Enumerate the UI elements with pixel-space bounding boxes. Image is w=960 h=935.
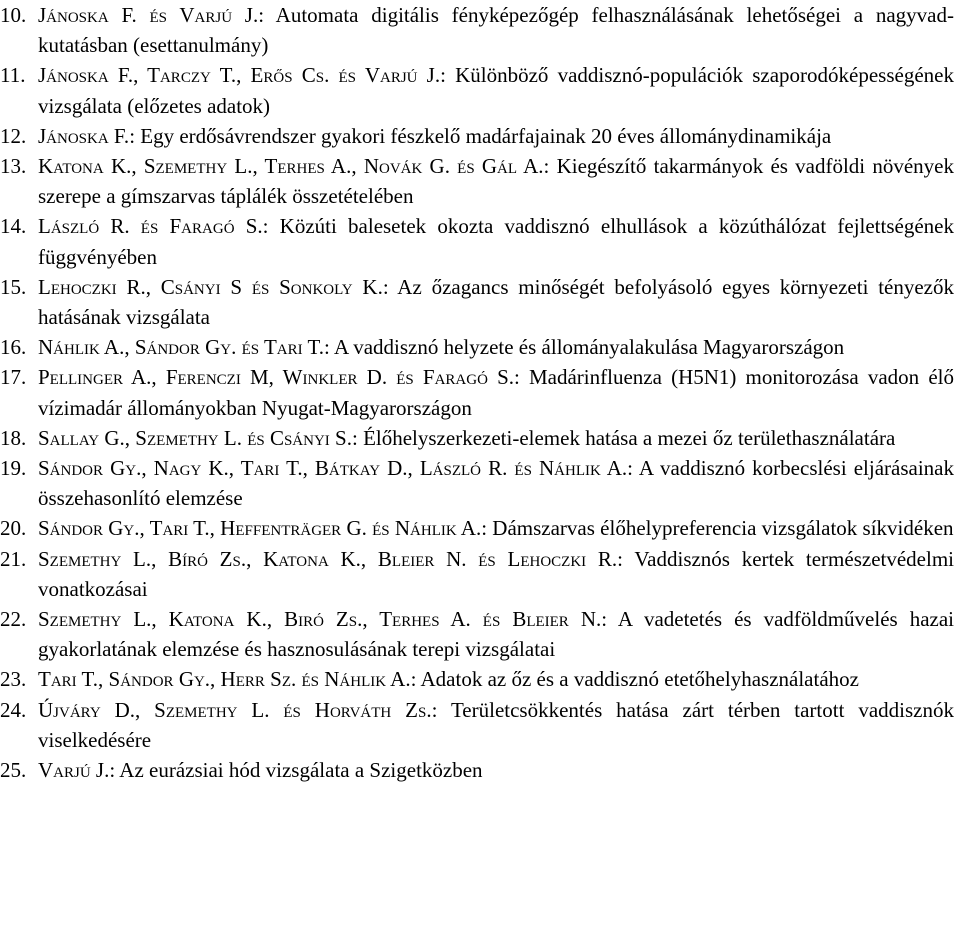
reference-authors: Sallay G., Szemethy L. és Csányi S. bbox=[38, 425, 352, 450]
reference-authors: Tari T., Sándor Gy., Herr Sz. és Náhlik A. bbox=[38, 667, 411, 692]
reference-authors: Szemethy L., Katona K., Biró Zs., Terhes A. és Bleier N. bbox=[38, 607, 602, 632]
reference-title: : Közúti balesetek okozta vaddisznó elhullások a közúthálózat fejlettségének függvényében bbox=[38, 214, 954, 269]
reference-authors: Jánoska F. bbox=[38, 123, 130, 148]
reference-number: 18. bbox=[0, 425, 27, 450]
reference-number: 15. bbox=[0, 274, 27, 299]
reference-item bbox=[0, 664, 960, 694]
reference-item bbox=[0, 121, 960, 151]
reference-title: : Adatok az őz és a vaddisznó etetőhelyhasználatához bbox=[410, 667, 859, 692]
reference-item bbox=[0, 362, 960, 422]
reference-authors: Szemethy L., Bíró Zs., Katona K., Bleier N. és Lehoczki R. bbox=[38, 546, 618, 571]
reference-item bbox=[0, 544, 960, 604]
reference-title: : Kiegészítő takarmányok és vadföldi növények szerepe a gímszarvas táplálék összetételében bbox=[38, 154, 955, 209]
reference-authors: Náhlik A., Sándor Gy. és Tari T. bbox=[38, 335, 325, 360]
reference-number: 14. bbox=[0, 214, 27, 239]
reference-title: : A vaddisznó helyzete és állományalakulása Magyarországon bbox=[324, 335, 845, 360]
reference-title: : A vaddisznó korbecslési eljárásainak összehasonlító elemzése bbox=[38, 456, 954, 511]
reference-title: : Vaddisznós kertek természetvédelmi vonatkozásai bbox=[38, 546, 954, 601]
reference-authors: Sándor Gy., Tari T., Heffenträger G. és Náhlik A. bbox=[38, 516, 482, 541]
reference-title: : Dámszarvas élőhelypreferencia vizsgálatok síkvidéken bbox=[481, 516, 954, 541]
reference-number: 16. bbox=[0, 335, 27, 360]
reference-title: : Az őzagancs minőségét befolyásoló egyes környezeti tényezők hatásának vizsgálata bbox=[38, 274, 954, 330]
reference-number: 22. bbox=[0, 607, 27, 632]
reference-item bbox=[0, 453, 960, 513]
reference-authors: Varjú J. bbox=[38, 758, 110, 783]
reference-title: : Automata digitális fényképezőgép felhasználásának lehetőségei a nagyvad-kutatásban (esettanulmány) bbox=[38, 3, 954, 58]
reference-number: 12. bbox=[0, 123, 27, 148]
reference-item bbox=[0, 423, 960, 453]
reference-authors: Lehoczki R., Csányi S és Sonkoly K. bbox=[38, 274, 383, 299]
reference-item bbox=[0, 60, 960, 120]
reference-authors: Jánoska F. és Varjú J. bbox=[38, 3, 259, 27]
reference-authors: Sándor Gy., Nagy K., Tari T., Bátkay D., László R. és Náhlik A. bbox=[38, 456, 628, 481]
reference-title: : Madárinfluenza (H5N1) monitorozása vadon élő vízimadár állományokban Nyugat-Magyarországon bbox=[38, 365, 954, 420]
reference-title: : Különböző vaddisznó-populációk szaporodóképességének vizsgálata (előzetes adatok) bbox=[38, 63, 954, 118]
reference-number: 17. bbox=[0, 365, 27, 390]
reference-number: 13. bbox=[0, 154, 27, 179]
reference-item bbox=[0, 695, 960, 755]
reference-authors: Katona K., Szemethy L., Terhes A., Novák G. és Gál A. bbox=[38, 154, 544, 179]
reference-item bbox=[0, 211, 960, 271]
reference-number: 19. bbox=[0, 456, 27, 481]
reference-number: 11. bbox=[0, 63, 26, 88]
reference-title: : Egy erdősávrendszer gyakori fészkelő madárfajainak 20 éves állománydinamikája bbox=[129, 123, 832, 148]
reference-number: 20. bbox=[0, 516, 27, 541]
reference-item bbox=[0, 604, 960, 664]
reference-authors: Jánoska F., Tarczy T., Erős Cs. és Varjú J. bbox=[38, 63, 441, 88]
reference-number: 24. bbox=[0, 697, 27, 722]
reference-authors: Újváry D., Szemethy L. és Horváth Zs. bbox=[38, 697, 432, 722]
reference-item bbox=[0, 151, 960, 211]
reference-number: 25. bbox=[0, 758, 27, 783]
reference-title: : Területcsökkentés hatása zárt térben tartott vaddisznók viselkedésére bbox=[38, 697, 954, 752]
reference-authors: Pellinger A., Ferenczi M, Winkler D. és Faragó S. bbox=[38, 365, 514, 390]
reference-item bbox=[0, 332, 960, 362]
reference-title: : Élőhelyszerkezeti-elemek hatása a mezei őz területhasználatára bbox=[351, 425, 896, 450]
reference-item bbox=[0, 755, 960, 785]
reference-authors: László R. és Faragó S. bbox=[38, 214, 263, 239]
reference-number: 10. bbox=[0, 3, 27, 27]
reference-number: 21. bbox=[0, 546, 27, 571]
reference-item bbox=[0, 0, 960, 60]
reference-item bbox=[0, 513, 960, 543]
reference-title: : A vadetetés és vadföldművelés hazai gyakorlatának elemzése és hasznosulásának terepi vizsgálatai bbox=[38, 607, 955, 662]
reference-item bbox=[0, 272, 960, 332]
reference-number: 23. bbox=[0, 667, 27, 692]
reference-title: : Az eurázsiai hód vizsgálata a Szigetközben bbox=[109, 758, 483, 783]
